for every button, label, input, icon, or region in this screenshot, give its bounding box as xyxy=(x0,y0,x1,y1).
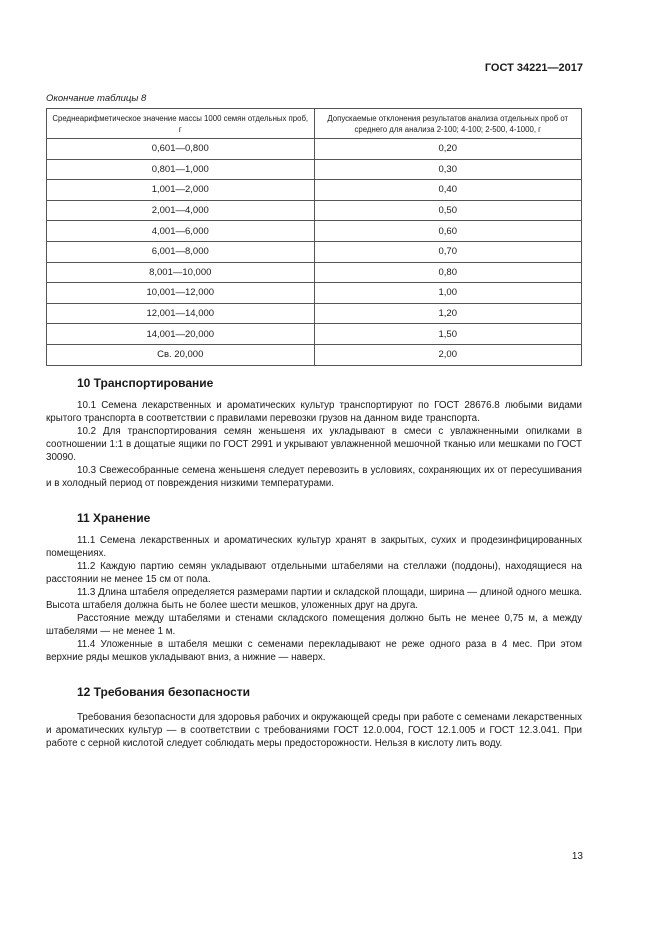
table-row xyxy=(47,221,582,242)
table-row xyxy=(47,262,582,283)
table-cell: 1,001—2,000 xyxy=(47,180,315,201)
paragraph: 11.2 Каждую партию семян укладывают отдельными штабелями на стеллажи (поддоны), находящиеся на расстоянии не менее 15 см от пола. xyxy=(46,561,582,585)
table-row xyxy=(47,303,582,324)
table-cell: 1,00 xyxy=(314,283,582,304)
section-title: 12 Требования безопасности xyxy=(77,685,251,699)
table-cell: 2,00 xyxy=(314,344,582,365)
paragraph: 11.4 Уложенные в штабеля мешки с семенами перекладывают не реже одного раза в 4 мес. При этом верхние ряды мешков укладывают вниз, а нижние — наверх. xyxy=(46,639,582,663)
table-cell: 10,001—12,000 xyxy=(47,283,315,304)
table-cell: Св. 20,000 xyxy=(47,344,315,365)
table-row xyxy=(47,283,582,304)
paragraph: 11.3 Длина штабеля определяется размерами партии и складской площади, ширина — длиной одного мешка. Высота штабеля должна быть не более шести мешков, уложенных друг на друга. xyxy=(46,587,582,611)
document-code: ГОСТ 34221—2017 xyxy=(484,62,583,74)
section-title: 11 Хранение xyxy=(77,511,151,525)
paragraph: Требования безопасности для здоровья рабочих и окружающей среды при работе с семенами лекарственных и ароматических культур — в соответствии с требованиями ГОСТ 12.0.004, ГОСТ 12.1.005 и ГОСТ 12.3.041. При работе с серной кислотой следует соблюдать меры предосторожности. Нельзя в кислоту лить воду. xyxy=(46,712,582,749)
table-cell: 1,50 xyxy=(314,324,582,345)
table-row xyxy=(47,324,582,345)
table-header-row xyxy=(47,109,582,139)
section-safety xyxy=(46,685,582,750)
page-number: 13 xyxy=(571,851,583,862)
table-cell: 0,20 xyxy=(314,139,582,160)
paragraph: 11.1 Семена лекарственных и ароматических культур хранят в закрытых, сухих и продезинфицированных помещениях. xyxy=(46,535,582,559)
paragraph: 10.3 Свежесобранные семена женьшеня следует перевозить в условиях, сохраняющих их от пересушивания и в холодный период от повреждения низкими температурами. xyxy=(46,465,582,489)
table-cell: 0,70 xyxy=(314,241,582,262)
table-cell: 1,20 xyxy=(314,303,582,324)
paragraph: Расстояние между штабелями и стенами складского помещения должно быть не менее 0,75 м, а между штабелями — не менее 1 м. xyxy=(46,613,582,637)
table-row xyxy=(47,139,582,160)
section-transport xyxy=(46,376,582,490)
table-cell: 14,001—20,000 xyxy=(47,324,315,345)
paragraph: 10.1 Семена лекарственных и ароматических культур транспортируют по ГОСТ 28676.8 любыми видами крытого транспорта в соответствии с правилами перевозки грузов на данном виде транспорта. xyxy=(46,400,582,424)
table-caption: Окончание таблицы 8 xyxy=(46,93,147,104)
table-cell: 0,80 xyxy=(314,262,582,283)
section-title: 10 Транспортирование xyxy=(77,376,214,390)
table-row xyxy=(47,180,582,201)
table-header-deviation: Допускаемые отклонения результатов анализа отдельных проб от среднего для анализа 2-100; 4-100; 2-500, 4-1000, г xyxy=(314,109,582,139)
table-cell: 0,801—1,000 xyxy=(47,159,315,180)
table-cell: 0,30 xyxy=(314,159,582,180)
table-cell: 0,601—0,800 xyxy=(47,139,315,160)
table-cell: 0,50 xyxy=(314,200,582,221)
table-cell: 6,001—8,000 xyxy=(47,241,315,262)
table-cell: 2,001—4,000 xyxy=(47,200,315,221)
table-row xyxy=(47,159,582,180)
table-cell: 12,001—14,000 xyxy=(47,303,315,324)
table-cell: 4,001—6,000 xyxy=(47,221,315,242)
section-storage xyxy=(46,511,582,664)
table-row xyxy=(47,241,582,262)
table-header-mass: Среднеарифметическое значение массы 1000 семян отдельных проб, г xyxy=(47,109,315,139)
table-cell: 8,001—10,000 xyxy=(47,262,315,283)
table-row xyxy=(47,200,582,221)
paragraph: 10.2 Для транспортирования семян женьшеня их укладывают в смеси с увлажненными опилками в соотношении 1:1 в дощатые ящики по ГОСТ 2991 и укрывают увлажненной мешочной тканью или мешками по ГОСТ 30090. xyxy=(46,426,582,463)
table-cell: 0,40 xyxy=(314,180,582,201)
table-row xyxy=(47,344,582,365)
data-table xyxy=(46,108,582,366)
table-cell: 0,60 xyxy=(314,221,582,242)
